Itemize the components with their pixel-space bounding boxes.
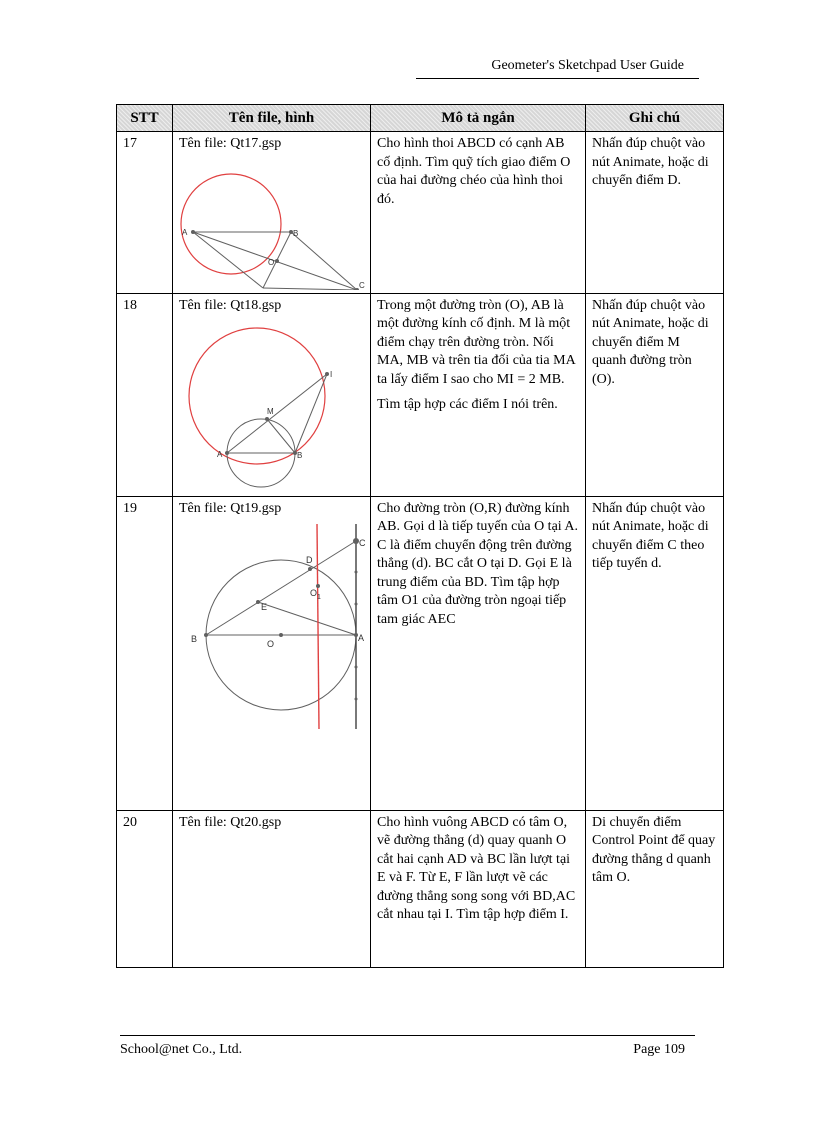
point-b — [204, 633, 208, 637]
point-d — [308, 567, 312, 571]
figure-qt17 — [179, 160, 369, 290]
side-cd — [263, 288, 357, 290]
col-header-file: Tên file, hình — [173, 105, 371, 132]
row-number: 20 — [117, 810, 173, 967]
label-d: D — [306, 555, 313, 565]
label-a: A — [358, 633, 365, 643]
locus-circle — [181, 174, 281, 274]
point-o — [279, 633, 283, 637]
row-number: 19 — [117, 496, 173, 810]
file-cell — [173, 293, 371, 496]
segment-ea — [258, 602, 356, 635]
point-o — [275, 259, 279, 263]
description-cell: Cho đường tròn (O,R) đường kính AB. Gọi d là tiếp tuyến của O tại A. C là điểm chuyển động trên đường thẳng (d). BC cắt O tại D. Gọi E là trung điểm của BD. Tìm tập hợp tâm O1 của đường tròn ngoại tiếp tam giác AEC — [371, 496, 586, 810]
footer-company: School@net Co., Ltd. — [120, 1042, 243, 1057]
col-header-stt: STT — [117, 105, 173, 132]
footer-rule — [120, 1035, 695, 1036]
description-cell: Cho hình thoi ABCD có cạnh AB cố định. Tìm quỹ tích giao điểm O của hai đường chéo của hình thoi đó. — [371, 132, 586, 294]
label-b: B — [191, 634, 198, 644]
side-bc — [291, 232, 357, 290]
table-header-row — [117, 105, 724, 132]
label-c: C — [359, 280, 365, 290]
footer-page-number: Page 109 — [633, 1042, 685, 1057]
label-o: O — [267, 639, 275, 649]
tick-point — [355, 571, 358, 574]
row-number: 17 — [117, 132, 173, 294]
point-e — [256, 600, 260, 604]
table-row — [117, 293, 724, 496]
ray-ami — [227, 374, 327, 453]
file-cell — [173, 496, 371, 810]
file-name: Tên file: Qt19.gsp — [179, 500, 282, 516]
label-c: C — [359, 538, 366, 548]
file-cell — [173, 132, 371, 294]
file-name: Tên file: Qt18.gsp — [179, 297, 282, 313]
file-name: Tên file: Qt17.gsp — [179, 136, 282, 151]
guide-table — [116, 104, 724, 968]
description-text-2: Tìm tập hợp các điểm I nói trên. — [377, 397, 558, 412]
note-cell: Nhấn đúp chuột vào nút Animate, hoặc di chuyển điểm D. — [586, 132, 724, 294]
header-rule — [416, 78, 699, 79]
label-b: B — [297, 451, 303, 460]
point-m — [265, 417, 269, 421]
label-o: O — [268, 257, 275, 267]
note-cell: Nhấn đúp chuột vào nút Animate, hoặc di chuyển điểm M quanh đường tròn (O). — [586, 293, 724, 496]
tick-point — [355, 698, 358, 701]
label-b: B — [293, 228, 299, 238]
description-cell — [371, 293, 586, 496]
note-cell: Nhấn đúp chuột vào nút Animate, hoặc di chuyển điểm C theo tiếp tuyến d. — [586, 496, 724, 810]
col-header-note: Ghi chú — [586, 105, 724, 132]
locus-line — [317, 524, 319, 729]
label-m: M — [267, 407, 274, 416]
point-a — [191, 230, 195, 234]
description-text: Trong một đường tròn (O), AB là một đường kính cố định. M là một điểm chạy trên đường tròn. Nối MA, MB và trên tia đối của tia MA ta lấy điểm I sao cho MI = 2 MB. — [377, 297, 575, 387]
table-row — [117, 132, 724, 294]
tick-point — [355, 666, 358, 669]
figure-qt19 — [179, 524, 369, 739]
label-i: I — [330, 370, 333, 379]
figure-qt18 — [179, 321, 369, 491]
table-row — [117, 496, 724, 810]
locus-circle — [189, 328, 325, 464]
label-o1: $O_1$ — [310, 588, 321, 601]
description-cell: Cho hình vuông ABCD có tâm O, vẽ đường thẳng (d) quay quanh O cắt hai cạnh AD và BC lần lượt tại E và F. Từ E, F lần lượt vẽ các đường thẳng song song với BD,AC cắt nhau tại I. Tìm tập hợp điểm I. — [371, 810, 586, 967]
side-da — [193, 232, 263, 288]
segment-bc — [206, 541, 356, 635]
file-cell — [173, 810, 371, 967]
label-a: A — [217, 450, 223, 459]
row-number: 18 — [117, 293, 173, 496]
tick-point — [355, 603, 358, 606]
point-a — [225, 451, 229, 455]
label-a: A — [182, 227, 188, 237]
table-row — [117, 810, 724, 967]
point-i — [325, 372, 329, 376]
header-title: Geometer's Sketchpad User Guide — [491, 58, 684, 73]
label-e: E — [261, 602, 268, 612]
note-cell: Di chuyển điểm Control Point để quay đường thẳng d quanh tâm O. — [586, 810, 724, 967]
file-name: Tên file: Qt20.gsp — [179, 814, 282, 830]
col-header-desc: Mô tả ngắn — [371, 105, 586, 132]
